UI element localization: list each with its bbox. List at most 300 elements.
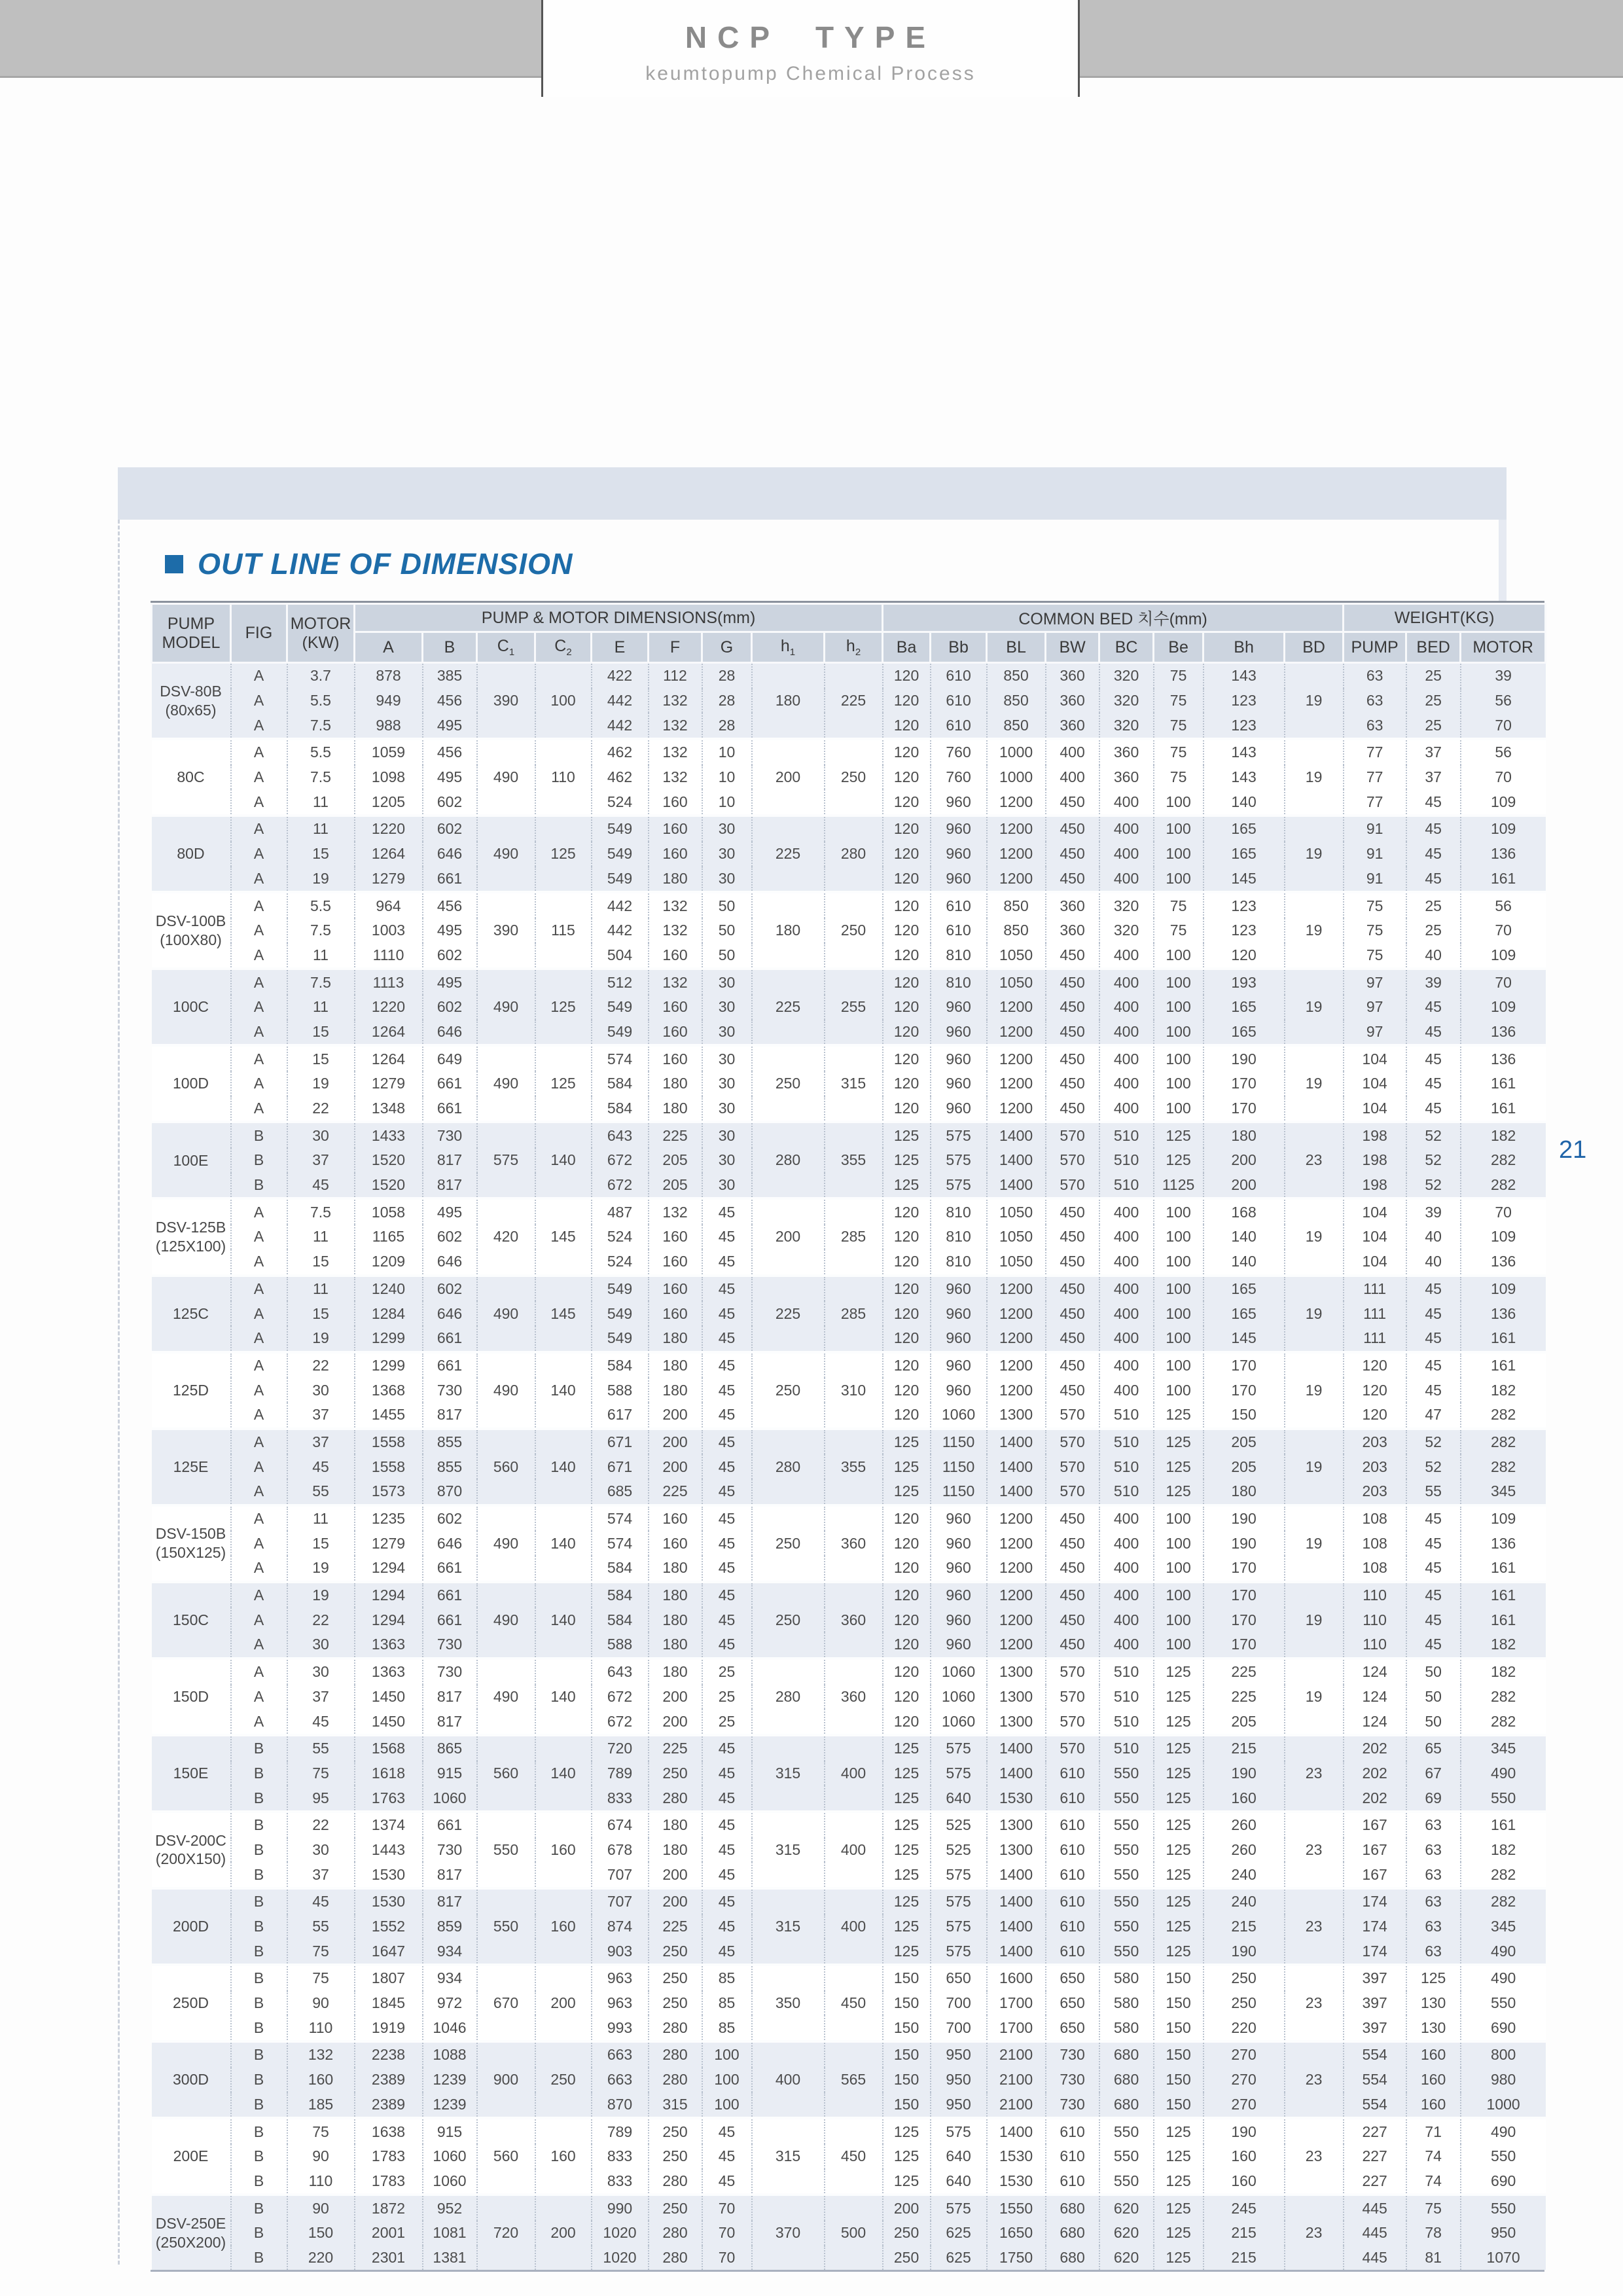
table-cell: 160 <box>649 1249 702 1276</box>
pump-model-cell: DSV-150B (150X125) <box>152 1505 231 1582</box>
table-cell: 11 <box>287 1505 355 1532</box>
table-cell <box>1285 1505 1344 1532</box>
table-cell: 450 <box>1046 1582 1099 1608</box>
table-cell: 63 <box>1344 689 1406 713</box>
table-cell <box>1285 1709 1344 1735</box>
table-row <box>152 1173 1546 1199</box>
table-cell: 45 <box>702 1735 752 1761</box>
table-cell: 125 <box>883 1888 931 1914</box>
table-cell: 1240 <box>355 1276 423 1302</box>
table-cell <box>477 1632 535 1659</box>
table-cell: 50 <box>702 918 752 943</box>
table-cell: 19 <box>287 1556 355 1582</box>
table-cell <box>752 1173 825 1199</box>
table-cell: 661 <box>423 1582 477 1608</box>
table-cell: 30 <box>287 1659 355 1685</box>
table-cell: 75 <box>1344 918 1406 943</box>
banner <box>541 0 1080 97</box>
table-cell: 167 <box>1344 1838 1406 1863</box>
table-cell: 45 <box>702 1607 752 1632</box>
table-cell: 45 <box>702 1454 752 1479</box>
table-cell: 45 <box>1406 1531 1461 1556</box>
table-cell <box>477 1659 535 1685</box>
table-cell <box>1285 663 1344 689</box>
table-cell <box>1285 1556 1344 1582</box>
table-cell: 97 <box>1344 1020 1406 1046</box>
table-cell <box>1285 1403 1344 1429</box>
table-cell: A <box>231 943 287 969</box>
table-cell: 915 <box>423 2118 477 2144</box>
table-cell: 70 <box>1461 918 1546 943</box>
table-row <box>152 1429 1546 1455</box>
table-cell: 575 <box>931 1173 987 1199</box>
table-cell: 124 <box>1344 1659 1406 1685</box>
table-cell: 1220 <box>355 816 423 842</box>
table-cell <box>535 1582 592 1608</box>
table-cell: 161 <box>1461 1352 1546 1378</box>
table-cell <box>825 2195 883 2221</box>
table-cell: 315 <box>752 1838 825 1863</box>
table-cell: 420 <box>477 1225 535 1249</box>
table-cell: 19 <box>1285 842 1344 867</box>
table-cell: 963 <box>592 1965 649 1991</box>
pump-model-cell: 150E <box>152 1735 231 1812</box>
table-cell: 25 <box>1406 663 1461 689</box>
table-cell: 400 <box>1099 1505 1154 1532</box>
table-cell: 280 <box>752 1685 825 1710</box>
table-cell: 182 <box>1461 1838 1546 1863</box>
table-cell: 817 <box>423 1173 477 1199</box>
table-cell: 280 <box>752 1148 825 1173</box>
table-cell: 610 <box>1046 1838 1099 1863</box>
pump-model-cell: 200E <box>152 2118 231 2195</box>
table-cell: 120 <box>883 995 931 1020</box>
table-cell: 120 <box>883 1301 931 1326</box>
table-row <box>152 1939 1546 1965</box>
table-cell: 1125 <box>1154 1173 1204 1199</box>
table-cell: 1060 <box>423 2144 477 2169</box>
table-row <box>152 1249 1546 1276</box>
table-cell: B <box>231 2041 287 2068</box>
table-cell: 198 <box>1344 1122 1406 1148</box>
table-cell: 390 <box>477 918 535 943</box>
table-cell: A <box>231 1096 287 1122</box>
table-cell: 132 <box>287 2041 355 2068</box>
table-cell: 1200 <box>987 789 1046 816</box>
table-cell: 120 <box>883 1096 931 1122</box>
table-cell <box>477 2092 535 2119</box>
table-cell <box>535 1812 592 1838</box>
table-cell: 1150 <box>931 1454 987 1479</box>
table-cell <box>825 2041 883 2068</box>
table-cell: 400 <box>1046 765 1099 790</box>
table-cell <box>477 1276 535 1302</box>
table-cell: 19 <box>287 867 355 893</box>
table-cell: 45 <box>702 1326 752 1352</box>
table-cell: 1058 <box>355 1198 423 1225</box>
table-cell: 250 <box>825 765 883 790</box>
table-cell: 650 <box>1046 2015 1099 2041</box>
table-cell <box>825 2169 883 2195</box>
table-row <box>152 1071 1546 1096</box>
table-cell: 1299 <box>355 1352 423 1378</box>
table-cell <box>477 663 535 689</box>
table-cell: 70 <box>702 2221 752 2246</box>
table-cell: 685 <box>592 1479 649 1505</box>
table-cell: 100 <box>1154 1531 1204 1556</box>
table-cell: 45 <box>1406 1607 1461 1632</box>
table-row <box>152 867 1546 893</box>
table-row <box>152 918 1546 943</box>
table-cell: 19 <box>287 1071 355 1096</box>
table-cell: 960 <box>931 1020 987 1046</box>
table-cell: 672 <box>592 1685 649 1710</box>
table-cell: 1200 <box>987 1071 1046 1096</box>
table-cell: 625 <box>931 2246 987 2270</box>
table-row <box>152 1582 1546 1608</box>
table-row <box>152 2144 1546 2169</box>
table-cell: 949 <box>355 689 423 713</box>
table-cell: 602 <box>423 1276 477 1302</box>
table-cell: 450 <box>1046 1505 1099 1532</box>
table-cell: 2100 <box>987 2041 1046 2068</box>
table-row <box>152 663 1546 689</box>
table-cell: 760 <box>931 765 987 790</box>
table-cell: 28 <box>702 713 752 739</box>
table-cell: 610 <box>1046 1761 1099 1786</box>
table-cell: 120 <box>1204 943 1285 969</box>
table-cell: 980 <box>1461 2068 1546 2092</box>
table-cell: 161 <box>1461 1607 1546 1632</box>
table-row <box>152 689 1546 713</box>
table-cell: 125 <box>1154 1862 1204 1888</box>
table-cell: 22 <box>287 1812 355 1838</box>
table-cell: 5.5 <box>287 892 355 918</box>
banner-bar-right <box>1080 0 1623 78</box>
column-header-pump-model: PUMP MODEL <box>152 604 231 663</box>
table-cell: 56 <box>1461 689 1546 713</box>
table-row <box>152 1965 1546 1991</box>
table-cell: 610 <box>1046 1888 1099 1914</box>
table-cell <box>535 1249 592 1276</box>
table-cell <box>825 2246 883 2270</box>
table-cell <box>535 1020 592 1046</box>
table-cell: 960 <box>931 842 987 867</box>
table-cell: 225 <box>649 1479 702 1505</box>
table-cell: 45 <box>702 1505 752 1532</box>
table-cell: 1348 <box>355 1096 423 1122</box>
pump-model-cell: DSV-125B (125X100) <box>152 1198 231 1275</box>
table-cell: 280 <box>649 2015 702 2041</box>
top-accent-band <box>118 467 1507 520</box>
table-cell: 120 <box>883 713 931 739</box>
table-cell: 136 <box>1461 842 1546 867</box>
table-cell: 100 <box>1154 1198 1204 1225</box>
table-cell: 55 <box>287 1735 355 1761</box>
table-cell: 125 <box>1154 2246 1204 2270</box>
table-cell: 100 <box>702 2092 752 2119</box>
table-cell: 878 <box>355 663 423 689</box>
table-cell: 1050 <box>987 1225 1046 1249</box>
table-cell: 575 <box>931 1761 987 1786</box>
table-cell: 110 <box>287 2169 355 2195</box>
table-cell: 81 <box>1406 2246 1461 2270</box>
table-cell: 30 <box>702 867 752 893</box>
table-cell: 30 <box>702 1148 752 1173</box>
table-cell: 120 <box>883 739 931 765</box>
table-cell: 75 <box>1406 2195 1461 2221</box>
table-cell: 1530 <box>355 1888 423 1914</box>
table-cell: 108 <box>1344 1556 1406 1582</box>
table-cell: 125 <box>1154 1659 1204 1685</box>
table-cell: A <box>231 1429 287 1455</box>
table-cell: 132 <box>649 765 702 790</box>
table-cell: 160 <box>649 1531 702 1556</box>
table-cell: 1046 <box>423 2015 477 2041</box>
table-cell: 850 <box>987 663 1046 689</box>
table-cell: 100 <box>1154 842 1204 867</box>
table-cell: 450 <box>1046 1556 1099 1582</box>
table-cell <box>535 2092 592 2119</box>
table-cell <box>752 663 825 689</box>
table-cell: 132 <box>649 739 702 765</box>
table-cell: 990 <box>592 2195 649 2221</box>
table-cell: 1050 <box>987 943 1046 969</box>
table-cell <box>535 1556 592 1582</box>
table-cell: 602 <box>423 1225 477 1249</box>
table-cell: 150 <box>883 2092 931 2119</box>
table-cell <box>825 1403 883 1429</box>
table-row <box>152 765 1546 790</box>
table-cell: 550 <box>477 1838 535 1863</box>
table-cell: 75 <box>287 2118 355 2144</box>
table-cell: 136 <box>1461 1531 1546 1556</box>
table-cell: 550 <box>1099 1838 1154 1863</box>
table-cell: 450 <box>1046 943 1099 969</box>
table-cell: 120 <box>883 689 931 713</box>
table-cell <box>752 943 825 969</box>
table-cell: 225 <box>825 689 883 713</box>
table-cell: 400 <box>1099 1096 1154 1122</box>
table-cell: 445 <box>1344 2221 1406 2246</box>
table-cell: 610 <box>1046 2169 1099 2195</box>
table-cell: 125 <box>883 1862 931 1888</box>
table-cell: 100 <box>1154 943 1204 969</box>
table-cell: A <box>231 1301 287 1326</box>
table-cell: 63 <box>1406 1939 1461 1965</box>
table-cell: 1400 <box>987 1148 1046 1173</box>
table-cell: 610 <box>1046 1785 1099 1812</box>
table-cell: 1750 <box>987 2246 1046 2270</box>
table-cell: B <box>231 1939 287 1965</box>
table-cell: 56 <box>1461 739 1546 765</box>
table-cell: 510 <box>1099 1122 1154 1148</box>
table-cell: 161 <box>1461 1071 1546 1096</box>
table-cell: 200 <box>535 2221 592 2246</box>
table-cell <box>477 1939 535 1965</box>
table-row <box>152 969 1546 995</box>
table-cell: B <box>231 2144 287 2169</box>
table-cell <box>1285 1862 1344 1888</box>
table-cell: 1060 <box>423 2169 477 2195</box>
table-cell: 315 <box>825 1071 883 1096</box>
table-cell: 19 <box>1285 1531 1344 1556</box>
table-cell: 1200 <box>987 1531 1046 1556</box>
table-cell: 450 <box>1046 1301 1099 1326</box>
table-cell: 180 <box>1204 1122 1285 1148</box>
table-cell <box>1285 1173 1344 1199</box>
table-cell: 19 <box>1285 689 1344 713</box>
table-row <box>152 892 1546 918</box>
table-cell: A <box>231 1225 287 1249</box>
table-cell: 1200 <box>987 816 1046 842</box>
section-bullet-icon <box>165 555 183 573</box>
table-cell: 550 <box>1099 2144 1154 2169</box>
table-cell <box>752 1352 825 1378</box>
table-cell: 400 <box>1099 995 1154 1020</box>
pump-model-cell: 200D <box>152 1888 231 1965</box>
table-cell: 225 <box>752 995 825 1020</box>
table-cell: 174 <box>1344 1888 1406 1914</box>
table-cell: 789 <box>592 1761 649 1786</box>
table-cell: 125 <box>883 1914 931 1939</box>
table-cell: 817 <box>423 1862 477 1888</box>
table-cell: 100 <box>1154 1301 1204 1326</box>
table-cell: 450 <box>1046 1045 1099 1071</box>
table-cell: A <box>231 663 287 689</box>
table-cell: 442 <box>592 892 649 918</box>
table-cell: 1450 <box>355 1709 423 1735</box>
table-cell: 120 <box>883 1249 931 1276</box>
table-cell: 450 <box>1046 1607 1099 1632</box>
table-cell: A <box>231 1249 287 1276</box>
table-cell: 400 <box>1099 1020 1154 1046</box>
table-cell: 661 <box>423 1607 477 1632</box>
table-cell: 1783 <box>355 2144 423 2169</box>
table-cell: 360 <box>1099 739 1154 765</box>
table-cell: 495 <box>423 918 477 943</box>
table-cell: 495 <box>423 765 477 790</box>
table-cell: 1530 <box>987 1785 1046 1812</box>
table-cell: 1020 <box>592 2246 649 2270</box>
table-cell: 315 <box>752 1761 825 1786</box>
table-cell <box>477 1709 535 1735</box>
table-cell <box>1285 867 1344 893</box>
column-header-fig: FIG <box>231 604 287 663</box>
table-cell: 549 <box>592 842 649 867</box>
table-cell: 215 <box>1204 1914 1285 1939</box>
table-cell: 1530 <box>987 2144 1046 2169</box>
table-row <box>152 1326 1546 1352</box>
table-cell: 70 <box>702 2195 752 2221</box>
table-cell: 270 <box>1204 2041 1285 2068</box>
table-row <box>152 1812 1546 1838</box>
table-cell: 182 <box>1461 1122 1546 1148</box>
table-cell: 554 <box>1344 2041 1406 2068</box>
table-cell: 1381 <box>423 2246 477 2270</box>
table-cell <box>535 1096 592 1122</box>
table-cell: 584 <box>592 1556 649 1582</box>
table-cell: 203 <box>1344 1429 1406 1455</box>
table-cell: 45 <box>702 1403 752 1429</box>
table-cell: 1400 <box>987 1939 1046 1965</box>
table-cell: 1919 <box>355 2015 423 2041</box>
table-cell: 680 <box>1099 2041 1154 2068</box>
table-cell: 45 <box>702 1378 752 1403</box>
table-cell: 1200 <box>987 1301 1046 1326</box>
table-cell: 132 <box>649 969 702 995</box>
table-cell: 63 <box>1406 1838 1461 1863</box>
table-cell: 120 <box>883 1632 931 1659</box>
table-cell: 39 <box>1406 969 1461 995</box>
table-cell: 55 <box>287 1479 355 1505</box>
table-cell <box>535 969 592 995</box>
table-cell: 490 <box>477 1071 535 1096</box>
table-cell: 2301 <box>355 2246 423 2270</box>
table-cell: 100 <box>1154 969 1204 995</box>
table-cell: 1200 <box>987 1556 1046 1582</box>
table-cell: 646 <box>423 1301 477 1326</box>
table-cell: 125 <box>883 1148 931 1173</box>
table-cell: 584 <box>592 1071 649 1096</box>
table-cell: 143 <box>1204 739 1285 765</box>
table-cell: 610 <box>931 918 987 943</box>
table-cell: 550 <box>1461 2195 1546 2221</box>
table-cell: 1700 <box>987 2015 1046 2041</box>
table-cell: 150 <box>1154 2092 1204 2119</box>
table-cell <box>1285 2246 1344 2270</box>
table-cell: 400 <box>1099 816 1154 842</box>
table-cell: 165 <box>1204 1276 1285 1302</box>
table-cell: B <box>231 1838 287 1863</box>
table-cell <box>752 789 825 816</box>
table-cell: 1200 <box>987 1045 1046 1071</box>
table-cell <box>535 1785 592 1812</box>
table-cell <box>1285 1735 1344 1761</box>
table-cell <box>1285 969 1344 995</box>
column-header: PUMP <box>1344 632 1406 663</box>
table-cell: 720 <box>477 2221 535 2246</box>
table-cell: 140 <box>1204 1249 1285 1276</box>
table-cell: 123 <box>1204 689 1285 713</box>
table-cell: 85 <box>702 2015 752 2041</box>
table-cell: 50 <box>702 943 752 969</box>
table-row <box>152 1479 1546 1505</box>
table-cell: 450 <box>1046 789 1099 816</box>
table-cell: 282 <box>1461 1709 1546 1735</box>
table-cell: 120 <box>883 1403 931 1429</box>
table-row <box>152 2041 1546 2068</box>
table-cell: 960 <box>931 995 987 1020</box>
pump-model-cell: 300D <box>152 2041 231 2118</box>
table-cell <box>752 867 825 893</box>
table-cell: 104 <box>1344 1198 1406 1225</box>
page-number: 21 <box>1559 1136 1587 1164</box>
table-cell: 198 <box>1344 1148 1406 1173</box>
table-cell: 584 <box>592 1096 649 1122</box>
table-cell: 45 <box>702 1225 752 1249</box>
table-cell <box>477 867 535 893</box>
table-cell <box>1285 713 1344 739</box>
table-cell: B <box>231 1785 287 1812</box>
table-cell: 215 <box>1204 2221 1285 2246</box>
table-cell: 28 <box>702 689 752 713</box>
table-cell: 1400 <box>987 1735 1046 1761</box>
table-cell: 5.5 <box>287 739 355 765</box>
table-cell: 400 <box>1099 867 1154 893</box>
table-cell: 575 <box>931 1888 987 1914</box>
table-cell: 442 <box>592 918 649 943</box>
